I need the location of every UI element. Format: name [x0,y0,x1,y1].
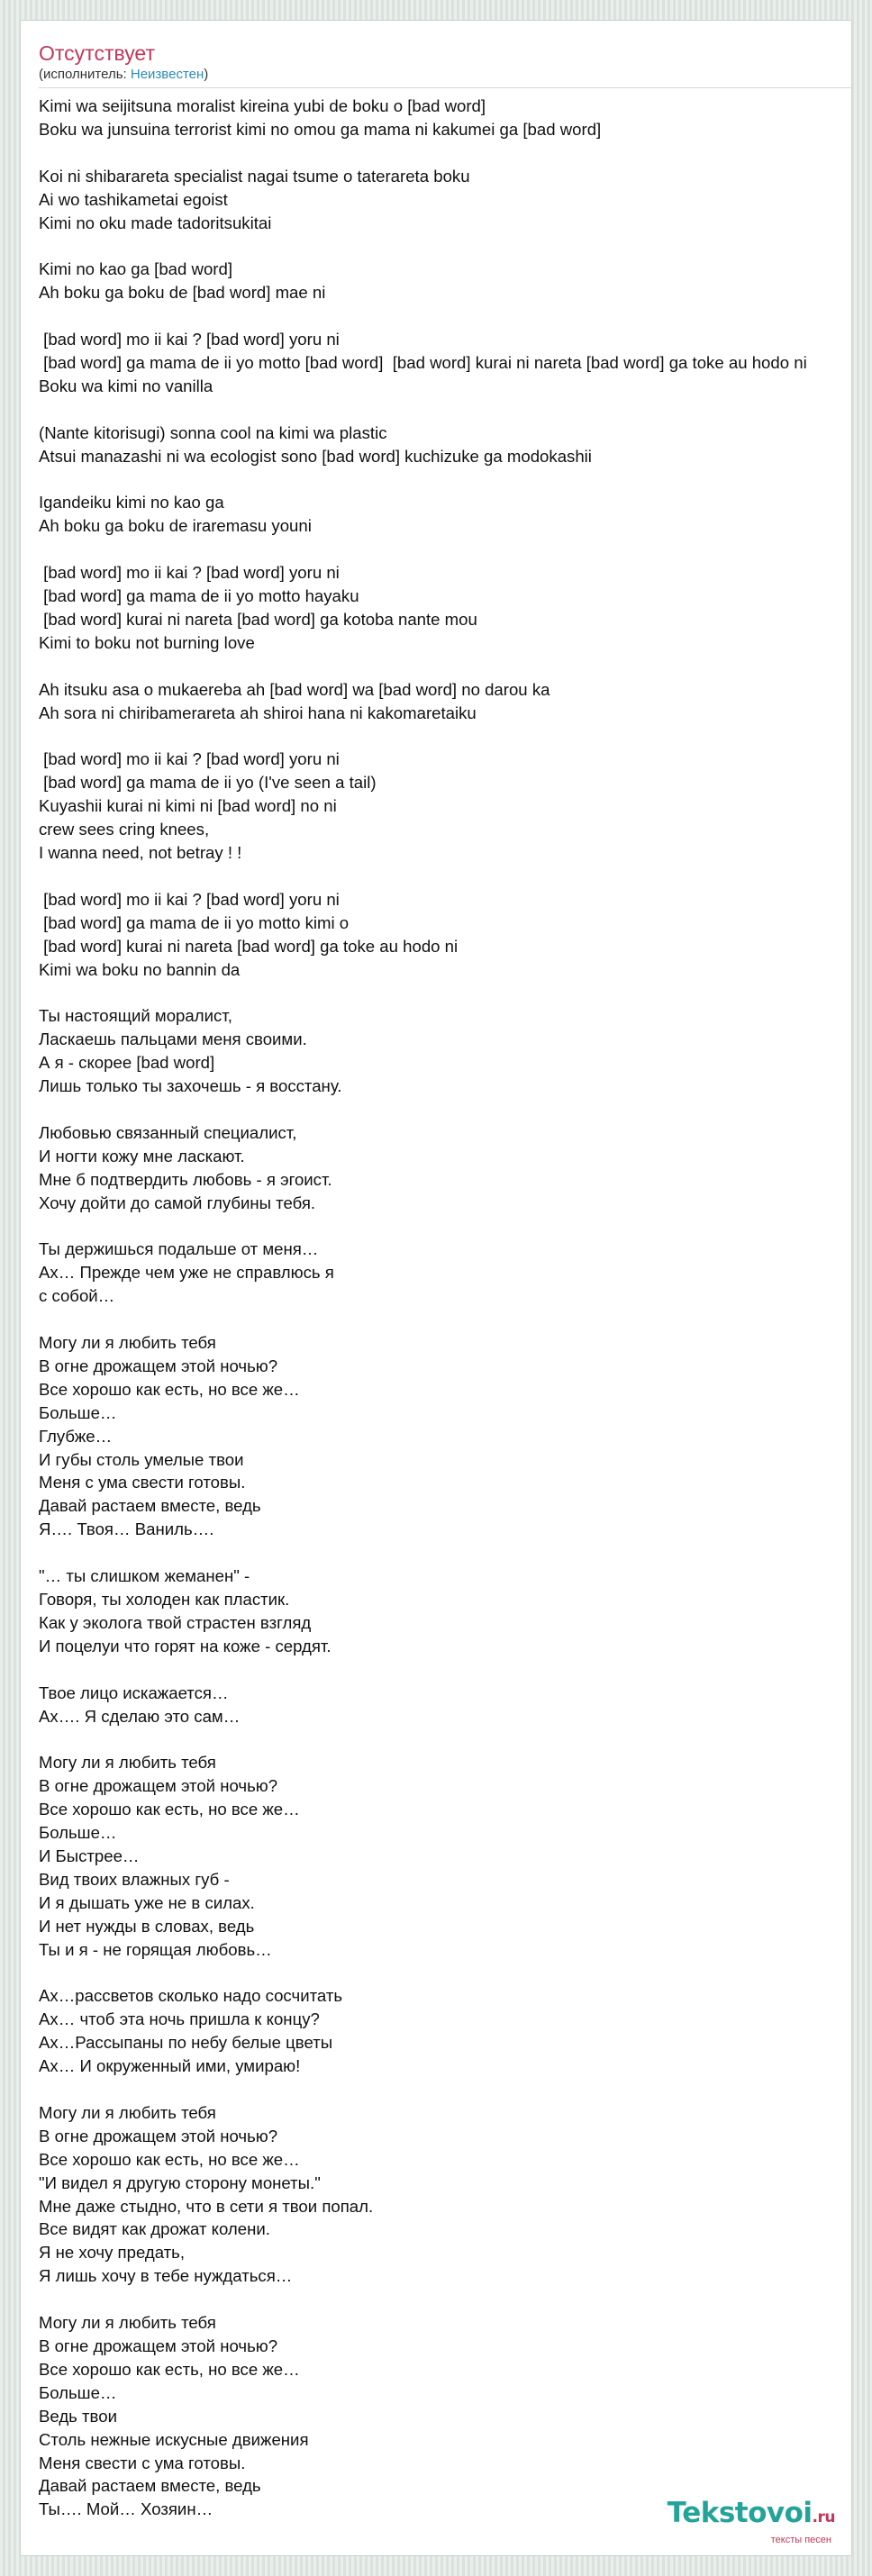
song-title: Отсутствует [39,41,155,65]
logo-brand-name: Tekstovoi [667,2497,813,2529]
logo-brand [655,2496,835,2535]
artist-suffix: ) [204,67,209,82]
site-logo[interactable] [655,2496,835,2544]
artist-link[interactable]: Неизвестен [130,67,204,82]
artist-line [39,66,208,84]
header-divider [39,87,851,88]
artist-prefix: (исполнитель: [39,67,131,82]
lyrics-card [20,20,852,2556]
logo-tagline: тексты песен [770,2535,831,2545]
logo-tld: .ru [812,2508,835,2526]
lyrics-text: Kimi wa seijitsuna moralist kireina yubi de boku o [bad word] Boku wa junsuina terrorist kimi no omou ga mama ni kakumei ga [bad word] Koi ni shibarareta specialist nagai tsume o taterareta boku Ai wo tashikametai egoist Kimi no oku made tadoritsukitai Kimi no kao ga [bad word] Ah boku ga boku de [bad word] mae ni [bad word] mo ii kai ? [bad word] yoru ni [bad word] ga mama de ii yo motto [bad word] [bad word] kurai ni nareta [bad word] ga toke au hodo ni Boku wa kimi no vanilla (Nante kitorisugi) sonna cool na kimi wa plastic Atsui manazashi ni wa ecologist sono [bad word] kuchizuke ga modokashii Igandeiku kimi no kao ga Ah boku ga boku de iraremasu youni [bad word] mo ii kai ? [bad word] yoru ni [bad word] ga mama de ii yo motto hayaku [bad word] kurai ni nareta [bad word] ga kotoba nante mou Kimi to boku not burning love Ah itsuku asa o mukaereba ah [bad word] wa [bad word] no darou ka Ah sora ni chiribamerareta ah shiroi hana ni kakomaretaiku [bad word] mo ii kai ? [bad word] yoru ni [bad word] ga mama de ii yo (I've seen a tail) Kuyashii kurai ni kimi ni [bad word] no ni crew sees cring knees, I wanna need, not betray ! ! [bad word] mo ii kai ? [bad word] yoru ni [bad word] ga mama de ii yo motto kimi o [bad word] kurai ni nareta [bad word] ga toke au hodo ni Kimi wa boku no bannin da Ты настоящий моралист, Ласкаешь пальцами меня своими. А я - скорее [bad word] Лишь только ты захочешь - я восстану. Любовью связанный специалист, И ногти кожу мне ласкают. Мне б подтвердить любовь - я эгоист. Хочу дойти до самой глубины тебя. Ты держишься подальше от меня… Ах… Прежде чем уже не справлюсь я с собой… Могу ли я любить тебя В огне дрожащем этой ночью? Все хорошо как есть, но все же… Больше… Глубже… И губы столь умелые твои Меня с ума свести готовы. Давай растаем вместе, ведь Я…. Твоя… Ваниль…. "… ты слишком жеманен" - Говоря, ты холоден как пластик. Как у эколога твой страстен взгляд И поцелуи что горят на коже - сердят. Твое лицо искажается… Ах…. Я сделаю это сам… Могу ли я любить тебя В огне дрожащем этой ночью? Все хорошо как есть, но все же… Больше… И Быстрее… Вид твоих влажных губ - И я дышать уже не в силах. И нет нужды в словах, ведь Ты и я - не горящая любовь… Ах…рассветов сколько надо сосчитать Ах… чтоб эта ночь пришла к концу? Ах…Рассыпаны по небу белые цветы Ах… И окруженный ими, умираю! Могу ли я любить тебя В огне дрожащем этой ночью? Все хорошо как есть, но все же… "И видел я другую сторону монеты." Мне даже стыдно, что в сети я твои попал. Все видят как дрожат колени. Я не хочу предать, Я лишь хочу в тебе нуждаться… Могу ли я любить тебя В огне дрожащем этой ночью? Все хорошо как есть, но все же… Больше… Ведь твои Столь нежные искусные движения Меня свести с ума готовы. Давай растаем вместе, ведь Ты…. Мой… Хозяин… [39,96,807,2519]
